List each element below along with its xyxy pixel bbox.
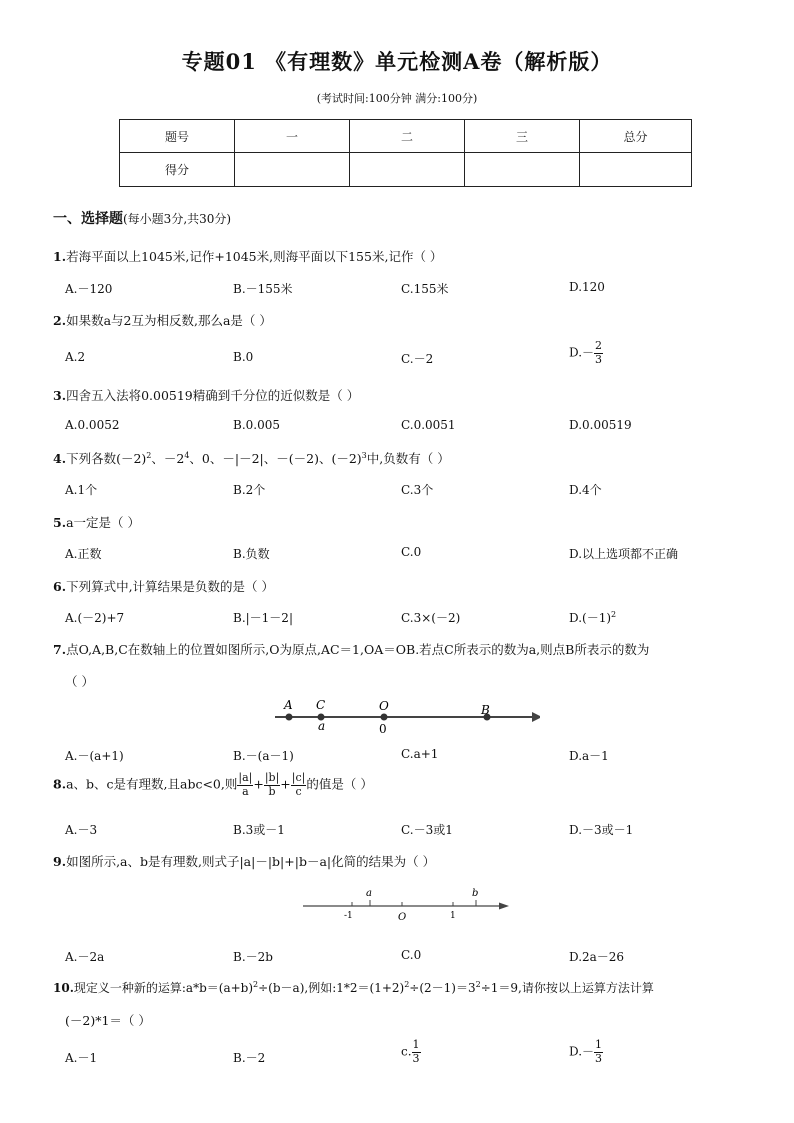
option-d[interactable]: D.2a－26 [569, 950, 625, 964]
label-zero: 0 [379, 722, 387, 736]
option-d[interactable]: D.以上选项都不正确 [569, 547, 679, 561]
question-4: 4.下列各数$(-2)^2$、$-2^4$、0、－|－2|、－(－2)、$(-2)^3$中,负数有（ ） [53, 450, 450, 466]
question-3: 3.四舍五入法将0.00519精确到千分位的近似数是（ ） [53, 388, 360, 403]
label-minus-one: -1 [344, 911, 353, 921]
exam-info: (考试时间:100分钟 满分:100分) [316, 92, 478, 105]
score-cell[interactable] [235, 153, 350, 187]
fraction: $\frac{2}{3}$ [595, 339, 603, 366]
option-a[interactable]: A.正数 [65, 547, 102, 561]
fraction: $\frac{1}{3}$ [595, 1038, 603, 1065]
option-d[interactable]: D.－ $\frac{1}{3}$ [569, 1038, 603, 1065]
option-c[interactable]: C.－3或1 [401, 823, 453, 837]
score-cell[interactable] [580, 153, 692, 187]
score-row-label: 得分 [120, 153, 235, 187]
question-7: 7.点O,A,B,C在数轴上的位置如图所示,O为原点,AC＝1,OA＝OB.若点C所表示的数为a,则点B所表示的数为 [53, 642, 650, 657]
option-c[interactable]: C.3×(－2) [401, 611, 461, 625]
option-a[interactable]: A.1个 [65, 483, 98, 497]
option-c[interactable]: C.155米 [401, 282, 449, 296]
fraction: $\frac{|c|}{c}$ [291, 771, 306, 798]
option-a[interactable]: A.－2a [65, 950, 105, 964]
score-header-cell: 一 [235, 120, 350, 153]
option-d[interactable]: D.120 [569, 280, 605, 294]
question-2: 2.如果数a与2互为相反数,那么a是（ ） [53, 313, 272, 328]
option-a[interactable]: A.0.0052 [65, 418, 120, 432]
fraction: $\frac{|b|}{b}$ [264, 771, 280, 798]
option-c[interactable]: C.a+1 [401, 747, 439, 761]
option-b[interactable]: B.0.005 [233, 418, 280, 432]
label-b: B [481, 703, 490, 717]
option-b[interactable]: B.－2 [233, 1051, 266, 1065]
option-d[interactable]: $D.(-1)^2$ [569, 610, 617, 625]
option-b[interactable]: B.3或－1 [233, 823, 285, 837]
option-c[interactable]: C.3个 [401, 483, 434, 497]
score-header-cell: 二 [350, 120, 465, 153]
label-a: a [366, 888, 372, 899]
score-header-cell: 总分 [580, 120, 692, 153]
option-d[interactable]: D.4个 [569, 483, 602, 497]
option-b[interactable]: B.|－1－2| [233, 611, 293, 625]
label-c: C [316, 698, 326, 712]
option-d[interactable]: D.0.00519 [569, 418, 632, 432]
option-a[interactable]: A.(－2)+7 [65, 611, 125, 625]
question-5: 5.a一定是（ ） [53, 515, 140, 530]
label-b: b [472, 888, 479, 899]
option-b[interactable]: B.－155米 [233, 282, 293, 296]
question-6: 6.下列算式中,计算结果是负数的是（ ） [53, 579, 275, 594]
option-a[interactable]: A.2 [65, 350, 86, 364]
question-7-cont: （ ） [65, 674, 94, 689]
option-c[interactable]: C.0 [401, 545, 422, 559]
number-line-figure-q7 [270, 696, 540, 738]
option-c[interactable]: C.0 [401, 948, 422, 962]
score-header-cell: 题号 [120, 120, 235, 153]
fraction: $\frac{1}{3}$ [412, 1038, 420, 1065]
label-o: O [379, 699, 389, 713]
score-table-row [120, 153, 692, 187]
option-b[interactable]: B.负数 [233, 547, 270, 561]
option-b[interactable]: B.0 [233, 350, 254, 364]
label-one: 1 [450, 911, 456, 921]
option-d[interactable]: D.－ $\frac{2}{3}$ [569, 339, 603, 366]
point-a [286, 714, 293, 721]
label-a: A [284, 698, 293, 712]
question-10-cont: (－2)*1＝（ ） [65, 1013, 151, 1028]
score-cell[interactable] [350, 153, 465, 187]
arrow-head-icon [499, 903, 509, 910]
question-1: 1.若海平面以上1045米,记作+1045米,则海平面以下155米,记作（ ） [53, 249, 443, 264]
point-o [381, 714, 388, 721]
question-10: 10.现定义一种新的运算$:a*b=(a+b)^2\div(b-a)$,例如$:1*2=(1+2)^2\div(2-1)=3^2\div 1=9$,请你按以上运算方法计算 [53, 980, 654, 995]
option-b[interactable]: B.－2b [233, 950, 273, 964]
score-header-cell: 三 [465, 120, 580, 153]
option-c[interactable]: c. $\frac{1}{3}$ [401, 1038, 420, 1065]
arrow-head-icon [532, 712, 540, 722]
fraction: $\frac{|a|}{a}$ [238, 771, 253, 798]
score-table [119, 119, 692, 187]
option-b[interactable]: B.2个 [233, 483, 266, 497]
option-a[interactable]: A.－1 [65, 1051, 98, 1065]
question-9: 9.如图所示,a、b是有理数,则式子|a|－|b|+|b－a|化简的结果为（ ） [53, 854, 436, 869]
option-d[interactable]: D.－3或－1 [569, 823, 634, 837]
option-a[interactable]: A.－3 [65, 823, 98, 837]
page-title: 专题01 《有理数》单元检测A卷（解析版） [181, 49, 613, 74]
label-origin: O [398, 912, 407, 922]
section-note: (每小题3分,共30分) [123, 212, 232, 226]
score-cell[interactable] [465, 153, 580, 187]
label-a-value: a [318, 719, 326, 733]
number-line-figure-q9 [300, 884, 512, 922]
score-table-header-row [120, 120, 692, 153]
option-c[interactable]: C.－2 [401, 352, 434, 366]
option-a[interactable]: A.－(a+1) [65, 749, 124, 763]
option-a[interactable]: A.－120 [65, 282, 113, 296]
option-c[interactable]: C.0.0051 [401, 418, 456, 432]
section-heading: 一、选择题(每小题3分,共30分) [53, 211, 232, 227]
option-b[interactable]: B.－(a－1) [233, 749, 294, 763]
question-8: 8.a、b、c是有理数,且abc<0,则 $\frac{|a|}{a}$ + $\frac{|b|}{b}$ + $\frac{|c|}{c}$ 的值是（ ） [53, 771, 373, 798]
option-d[interactable]: D.a－1 [569, 749, 609, 763]
